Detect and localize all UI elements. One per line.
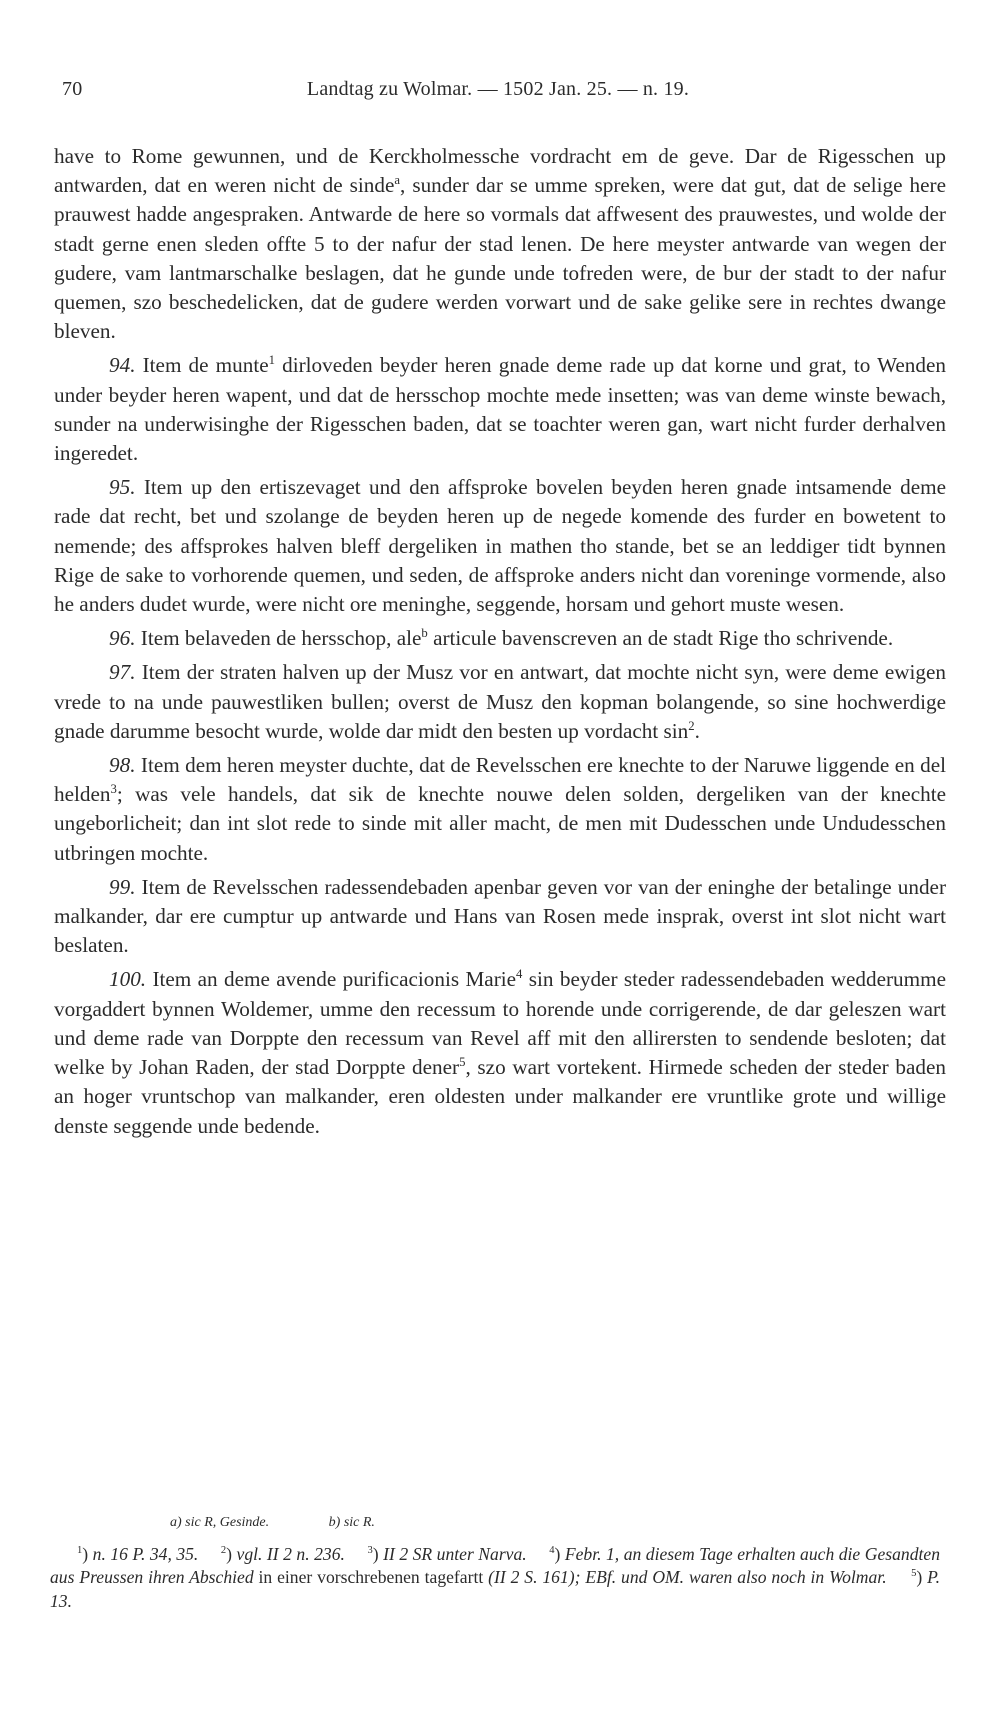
continuation-paragraph: have to Rome gewunnen, und de Kerckholmessche vordracht em de geve. Dar de Rigesschen up antwarden, dat en weren nicht de sinde$^a$, sunder dar se umme spreken, were dat gut, dat de selige here prauwest hadde angespraken. Antwarde de here so vormals dat affwesent des prauwestes, und wolde der stadt gerne enen sleden offte 5 to der nafur der stad lenen. De here meyster antwarde van wegen der gudere, vam lantmarschalke beslagen, dat he gunde unde tofreden were, de bur der stadt to der nafur quemen, szo beschedelicken, dat de gudere werden vorwart und de sake gelike sere in rechtes dwange bleven. bbox=[54, 144, 947, 344]
paragraph-94: 94. Item de munte$^1$ dirloveden beyder heren gnade deme rade up dat korne und grat, to Wenden under beyder heren wapent, und dat de hersschop mochte mede insetten; was van deme winste bewach, sunder na underwisinghe der Rigesschen baden, dat se toachter weren gan, wart nicht furder derhalven ingeredet. bbox=[54, 353, 946, 466]
footnote-3: II 2 SR unter Narva. bbox=[383, 1543, 527, 1564]
text-note-marker: a bbox=[394, 173, 401, 188]
text-note-a: a) sic R, Gesinde. bbox=[170, 1515, 270, 1530]
footnote-5: P. 13. bbox=[50, 1567, 941, 1611]
text-note-b: b) sic R. bbox=[328, 1515, 375, 1530]
paragraph-number: 98. bbox=[109, 753, 136, 778]
footnotes bbox=[50, 1511, 940, 1613]
paragraph-95: 95. Item up den ertiszevaget und den affsproke bovelen beyden heren gnade intsamende deme rade dat recht, bet und szolange de beyden heren up de negede komende des furder en bowetent to nemende; des affsprokes halven bleff dergeliken in mathen tho stande, bet se an leddiger tidt bynnen Rige de sake to vorhorende quemen, und seden, de affsproke anders nicht dan voreninge vormende, also he anders dudet wurde, were nicht ore meninghe, seggende, horsam und gehort muste wesen. bbox=[54, 475, 946, 617]
footnote-1: n. 16 P. 34, 35. bbox=[92, 1543, 199, 1564]
page-number: 70 bbox=[62, 78, 83, 100]
paragraph-number: 95. bbox=[109, 475, 136, 500]
paragraph-number: 99. bbox=[109, 874, 136, 899]
body-text bbox=[54, 142, 946, 1141]
paragraph-100: 100. Item an deme avende purificacionis Marie$^4$ sin beyder steder radessendebaden wedderumme vorgaddert bynnen Woldemer, umme den recessum to horende unde corrigerende, de dar geleszen wart und deme rade van Dorppte den recessum van Revel aff mit den allirersten to sendende besloten; dat welke by Johan Raden, der stad Dorppte dener$^5$, szo wart vortekent. Hirmede scheden der steder baden an hoger vruntschop van malkander, eren oldesten under malkander ere vruntlike grote und willige denste seggende unde bedende. bbox=[54, 967, 947, 1138]
paragraph-number: 96. bbox=[109, 626, 136, 651]
paragraph-99: 99. Item de Revelsschen radessendebaden apenbar geven vor van der eninghe der betalinge under malkander, dar ere cumptur up antwarde und Hans van Rosen mede insprak, overst int slot nicht wart beslaten. bbox=[54, 874, 947, 958]
footnote-marker: 5 bbox=[459, 1055, 466, 1070]
footnote-lines: $^1$) n. 16 P. 34, 35. $^2$) vgl. II 2 n. 236. $^3$) II 2 SR unter Narva. $^4$) Febr. 1, an diesem Tage erhalten auch die Gesandten aus Preussen ihren Abschied in einer vorschrebenen tagefartt (II 2 S. 161); EBf. und OM. waren also noch in Wolmar. $^5$) P. 13. bbox=[50, 1543, 941, 1611]
footnote-2: vgl. II 2 n. 236. bbox=[236, 1543, 345, 1564]
text-notes bbox=[50, 1511, 940, 1535]
paragraph-number: 94. bbox=[109, 353, 136, 378]
footnote-4: Febr. 1, an diesem Tage erhalten auch die Gesandten aus Preussen ihren Abschied bbox=[50, 1543, 940, 1587]
running-head-title: Landtag zu Wolmar. — 1502 Jan. 25. — n. 19. bbox=[306, 78, 690, 100]
paragraph-97: 97. Item der straten halven up der Musz vor en antwart, dat mochte nicht syn, were deme ewigen vrede to na unde pauwestliken bullen; overst de Musz den kopman bolangende, so sine hochwerdige gnade darumme besocht wurde, wolde dar midt den besten up vordacht $\sin^2$. bbox=[54, 660, 946, 743]
footnote-marker: 3 bbox=[110, 782, 117, 797]
footnote-marker: 1 bbox=[268, 353, 275, 368]
footnote-marker: 2 bbox=[688, 718, 695, 733]
text-note-marker: b bbox=[421, 626, 428, 641]
paragraph-96: 96. Item belaveden de hersschop, ale$^b$ articule bavenscreven an de stadt Rige tho schrivende. bbox=[109, 626, 894, 651]
paragraph-number: 100. bbox=[109, 967, 147, 992]
paragraph-number: 97. bbox=[109, 660, 136, 685]
paragraph-98: 98. Item dem heren meyster duchte, dat de Revelsschen ere knechte to der Naruwe liggende en del helden$^3$; was vele handels, dat sik de knechte nouwe delen solden, dergeliken van der knechte ungeborlicheit; dan int slot rede to sinde mit aller macht, de men mit Dudesschen unde Undudesschen utbringen mochte. bbox=[54, 753, 946, 865]
footnote-marker: 4 bbox=[516, 967, 523, 982]
